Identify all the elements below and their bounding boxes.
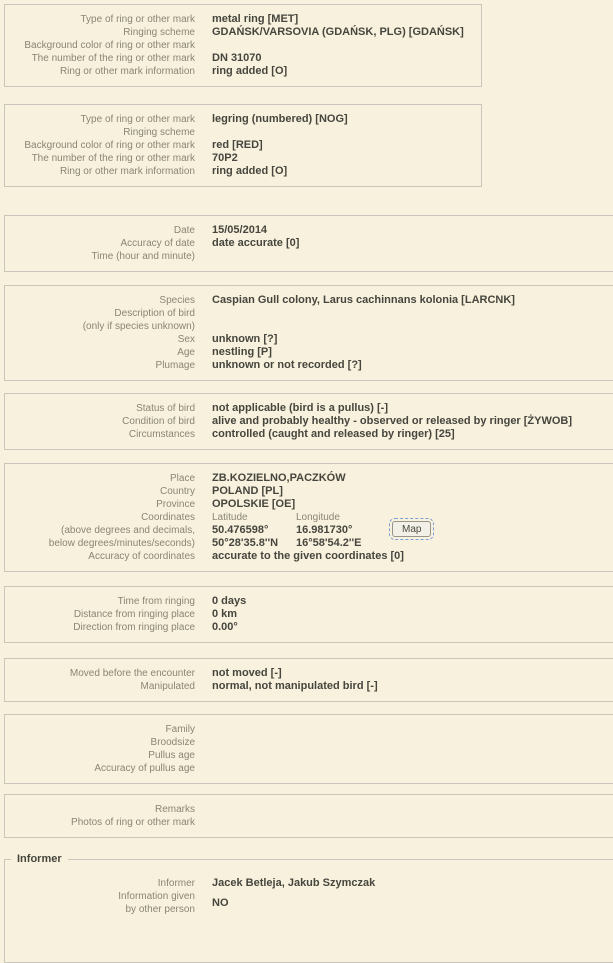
field-row	[5, 415, 613, 428]
latitude-decimal: 50.476598°	[212, 524, 269, 536]
longitude-header: Longitude	[296, 512, 340, 523]
field-row	[5, 402, 613, 415]
field-label: Informer	[157, 878, 195, 889]
field-row	[5, 165, 481, 178]
field-value: Jacek Betleja, Jakub Szymczak	[212, 877, 376, 889]
field-row	[5, 237, 613, 250]
field-row	[5, 307, 613, 320]
field-row	[5, 816, 613, 829]
field-value	[195, 126, 212, 139]
field-label: Province	[156, 499, 195, 510]
field-row	[5, 608, 613, 621]
field-label: Ring or other mark information	[59, 166, 195, 177]
field-label: Accuracy of date	[120, 238, 195, 249]
field-label: Type of ring or other mark	[80, 114, 195, 125]
field-row	[5, 126, 481, 139]
field-label: The number of the ring or other mark	[31, 153, 195, 164]
field-row	[5, 749, 613, 762]
field-row	[5, 762, 613, 775]
field-value: 70P2	[212, 152, 238, 164]
field-label: Family	[165, 724, 195, 735]
field-value: nestling [P]	[212, 346, 272, 358]
field-label: Type of ring or other mark	[80, 14, 195, 25]
field-row	[5, 65, 481, 78]
field-row	[5, 550, 613, 563]
field-value	[195, 39, 212, 52]
field-row	[5, 320, 613, 333]
field-value: 0 km	[212, 608, 238, 620]
field-row	[5, 680, 613, 693]
field-value: unknown [?]	[212, 333, 278, 345]
field-row	[5, 736, 613, 749]
field-value: date accurate [0]	[212, 237, 300, 249]
field-value: metal ring [MET]	[212, 13, 299, 25]
field-value: not moved [-]	[212, 667, 282, 679]
longitude-decimal: 16.981730°	[296, 524, 353, 536]
field-value: red [RED]	[212, 139, 263, 151]
field-row	[5, 113, 481, 126]
field-row	[5, 26, 481, 39]
field-label: Manipulated	[140, 681, 195, 692]
field-label: Photos of ring or other mark	[71, 817, 195, 828]
field-value: ZB.KOZIELNO,PACZKÓW	[212, 472, 346, 484]
field-row	[5, 890, 613, 916]
field-value: ring added [O]	[212, 65, 288, 77]
map-button[interactable]: Map	[392, 521, 431, 537]
field-value: 0.00°	[212, 621, 238, 633]
field-value: controlled (caught and released by ringer) [25]	[212, 428, 455, 440]
field-label: Status of bird	[136, 403, 195, 414]
field-value	[195, 736, 212, 749]
field-label: Description of bird	[114, 308, 195, 319]
coordinates-dms-row	[212, 537, 431, 550]
field-value	[195, 749, 212, 762]
field-label: Condition of bird	[122, 416, 195, 427]
field-value: NO	[212, 896, 229, 909]
coordinates-values	[195, 511, 431, 550]
field-row	[5, 667, 613, 680]
section-species	[4, 285, 613, 381]
field-value	[195, 803, 212, 816]
coordinates-block	[5, 511, 613, 550]
field-value	[195, 762, 212, 775]
field-label: Remarks	[154, 804, 195, 815]
section-remarks	[4, 794, 613, 838]
section-movement	[4, 586, 613, 643]
field-label: Distance from ringing place	[73, 609, 195, 620]
field-label: Place	[169, 473, 195, 484]
section-ring-mark-2	[4, 104, 482, 187]
longitude-dms: 16°58'54.2''E	[296, 537, 362, 549]
field-value: OPOLSKIE [OE]	[212, 498, 296, 510]
section-moved	[4, 658, 613, 702]
field-row	[5, 877, 613, 890]
field-label: Sex	[177, 334, 195, 345]
latitude-header: Latitude	[212, 512, 248, 523]
field-label: Time (hour and minute)	[91, 251, 195, 262]
field-label: Ringing scheme	[123, 127, 195, 138]
field-label: Moved before the encounter	[69, 668, 195, 679]
field-row	[5, 224, 613, 237]
field-row	[5, 39, 481, 52]
field-label: Direction from ringing place	[73, 622, 195, 633]
field-row	[5, 595, 613, 608]
field-row	[5, 152, 481, 165]
field-row	[5, 359, 613, 372]
field-label: Broodsize	[150, 737, 195, 748]
field-value: POLAND [PL]	[212, 485, 283, 497]
field-label: Age	[177, 347, 195, 358]
field-row	[5, 428, 613, 441]
field-value	[195, 320, 212, 333]
section-status	[4, 393, 613, 450]
field-label: Circumstances	[128, 429, 195, 440]
field-label: Species	[159, 295, 195, 306]
field-label: Date	[173, 225, 195, 236]
section-informer	[4, 853, 613, 963]
latitude-dms: 50°28'35.8''N	[212, 537, 279, 549]
field-row	[5, 498, 613, 511]
field-row	[5, 333, 613, 346]
field-label: The number of the ring or other mark	[31, 53, 195, 64]
informer-legend: Informer	[17, 853, 62, 865]
field-value: accurate to the given coordinates [0]	[212, 550, 404, 562]
section-date	[4, 215, 613, 272]
field-value: ring added [O]	[212, 165, 288, 177]
field-label: Background color of ring or other mark	[24, 40, 195, 51]
field-label: Accuracy of coordinates	[88, 551, 195, 562]
field-label: Time from ringing	[117, 596, 195, 607]
field-label: Pullus age	[148, 750, 195, 761]
field-label: Country	[159, 486, 195, 497]
field-value: GDAŃSK/VARSOVIA (GDAŃSK, PLG) [GDAŃSK]	[212, 26, 464, 38]
field-value: normal, not manipulated bird [-]	[212, 680, 378, 692]
field-row	[5, 472, 613, 485]
field-label: (only if species unknown)	[82, 321, 195, 332]
field-value: DN 31070	[212, 52, 262, 64]
field-row	[5, 294, 613, 307]
field-value	[195, 723, 212, 736]
coordinates-label: Coordinates (above degrees and decimals, below degrees/minutes/seconds)	[48, 512, 195, 549]
field-row	[5, 139, 481, 152]
field-value: Caspian Gull colony, Larus cachinnans kolonia [LARCNK]	[212, 294, 515, 306]
section-ring-mark-1	[4, 4, 482, 87]
field-value	[195, 307, 212, 320]
field-value	[195, 250, 212, 263]
field-value: not applicable (bird is a pullus) [-]	[212, 402, 389, 414]
field-row	[5, 723, 613, 736]
field-label: Ring or other mark information	[59, 66, 195, 77]
section-place	[4, 463, 613, 572]
field-value	[195, 816, 212, 829]
field-row	[5, 52, 481, 65]
field-label: Ringing scheme	[123, 27, 195, 38]
field-row	[5, 13, 481, 26]
field-row	[5, 803, 613, 816]
field-label: Plumage	[155, 360, 195, 371]
field-value: unknown or not recorded [?]	[212, 359, 362, 371]
coordinates-decimal-row	[212, 524, 431, 537]
field-row	[5, 485, 613, 498]
field-value: 0 days	[212, 595, 247, 607]
field-label: Accuracy of pullus age	[94, 763, 195, 774]
field-label: Information given by other person	[118, 891, 195, 915]
field-label: Background color of ring or other mark	[24, 140, 195, 151]
field-value: legring (numbered) [NOG]	[212, 113, 348, 125]
field-row	[5, 346, 613, 359]
field-value: 15/05/2014	[212, 224, 268, 236]
section-family	[4, 714, 613, 784]
field-value: alive and probably healthy - observed or released by ringer [ŻYWOB]	[212, 415, 573, 427]
field-row	[5, 250, 613, 263]
field-row	[5, 621, 613, 634]
